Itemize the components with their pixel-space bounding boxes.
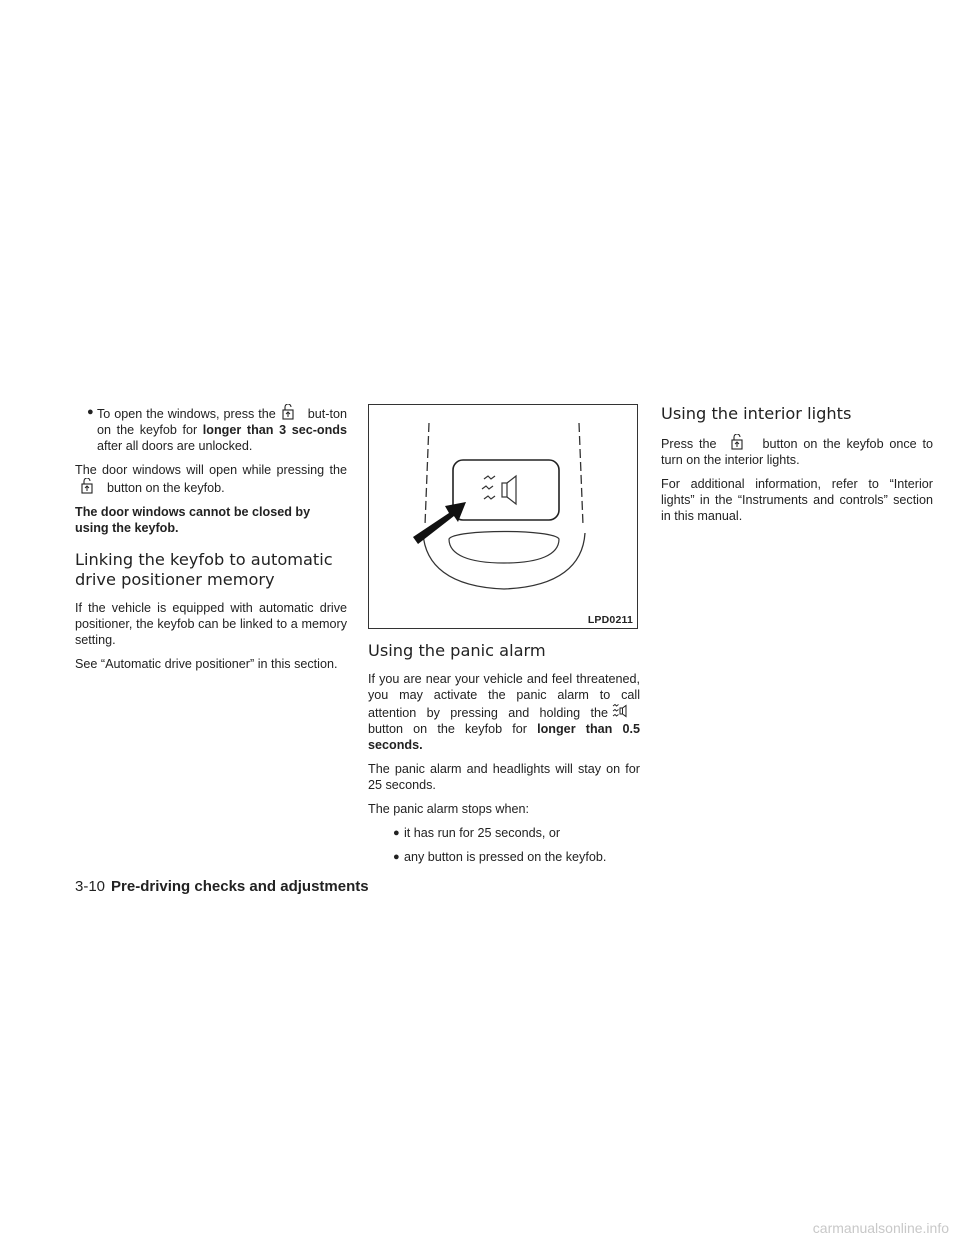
bold-duration: longer than 3 sec-onds [202, 423, 347, 437]
page-number: 3-10 [75, 878, 106, 895]
paragraph-panic-stops: The panic alarm stops when: [368, 802, 530, 816]
paragraph-text: The door windows will open while pressing the [75, 463, 347, 477]
column-middle [368, 404, 640, 873]
heading-panic-alarm: Using the panic alarm [368, 641, 546, 660]
figure-code: LPD0211 [587, 614, 633, 626]
panic-horn-icon [612, 703, 628, 719]
bullet-icon: ● [87, 406, 94, 418]
column-right [661, 404, 933, 532]
heading-linking-keyfob: Linking the keyfob to automatic drive positioner memory [75, 550, 333, 589]
bullet-icon: ● [393, 827, 400, 839]
bold-duration: longer than 0.5 seconds. [368, 722, 640, 752]
window-open-icon [729, 434, 745, 450]
paragraph-interior-press [661, 434, 933, 468]
window-open-icon [280, 404, 296, 420]
paragraph-panic-duration: The panic alarm and headlights will stay on for 25 seconds. [368, 762, 640, 792]
bullet-text: after all doors are unlocked. [97, 439, 253, 453]
keyfob-illustration [368, 404, 638, 629]
paragraph-interior-refer: For additional information, refer to “Interior lights” in the “Instruments and controls” section in this manual. [661, 477, 933, 523]
window-open-icon [79, 478, 95, 494]
paragraph-text: button on the keyfob once to turn on the interior lights. [661, 437, 933, 467]
paragraph-see-also: See “Automatic drive positioner” in this section. [75, 657, 338, 671]
bullet-text: To open the windows, press the [97, 407, 276, 421]
paragraph-panic-activate [368, 671, 640, 753]
list-item-text: any button is pressed on the keyfob. [404, 850, 607, 864]
list-item [368, 849, 640, 865]
list-item [368, 825, 640, 841]
page-footer [75, 878, 369, 895]
warning-text [75, 504, 347, 536]
bullet-icon: ● [393, 851, 400, 863]
bullet-open-windows [75, 404, 347, 454]
watermark: carmanualsonline.info [812, 1220, 949, 1236]
list-item-text: it has run for 25 seconds, or [404, 826, 561, 840]
paragraph-text: button on the keyfob. [107, 481, 225, 495]
paragraph-text: button on the keyfob for [368, 722, 527, 736]
keyfob-drawing [369, 405, 639, 630]
heading-interior-lights: Using the interior lights [661, 404, 852, 423]
paragraph-text: Press the [661, 437, 717, 451]
paragraph-linking: If the vehicle is equipped with automatic drive positioner, the keyfob can be linked to a memory setting. [75, 601, 347, 647]
bullet-text: but-ton on the keyfob for [97, 407, 347, 437]
section-title: Pre-driving checks and adjustments [111, 878, 369, 895]
warning-bold: The door windows cannot be closed by using the keyfob. [75, 505, 311, 535]
paragraph-text: If you are near your vehicle and feel threatened, you may activate the panic alarm to call attention by pressing and holding the [368, 672, 640, 720]
paragraph-windows-open [75, 462, 347, 496]
column-left [75, 404, 347, 680]
